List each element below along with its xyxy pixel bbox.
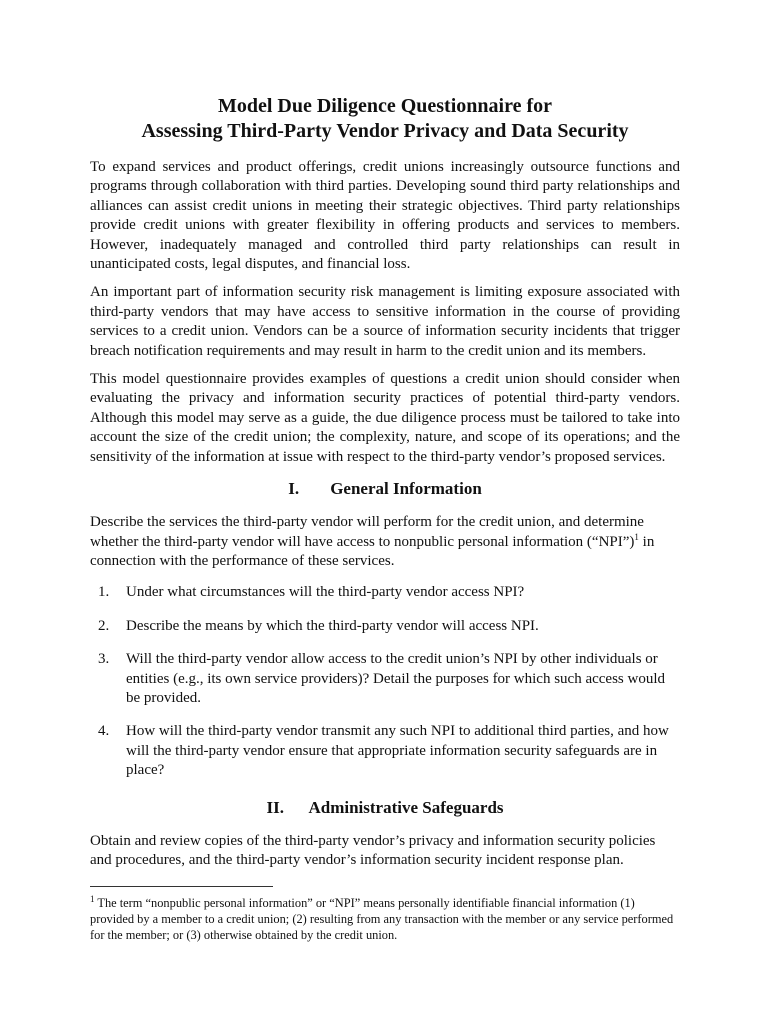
section-1-title: General Information: [330, 479, 482, 499]
question-number: 4.: [98, 723, 110, 740]
section-1-intro: [90, 513, 680, 571]
title-line-2: Assessing Third-Party Vendor Privacy and Data Security: [141, 120, 629, 142]
question-number: 1.: [98, 584, 110, 601]
footnote-divider: [90, 886, 273, 887]
section-1-intro-text-end: in connection with the performance of these services.: [90, 533, 655, 569]
section-2-heading: [90, 797, 680, 819]
section-1-intro-text: Describe the services the third-party vendor will perform for the credit union, and determine whether the third-party vendor will have access to nonpublic personal information (“NPI”): [90, 514, 644, 550]
question-list: [98, 583, 670, 780]
document-title: [90, 94, 680, 144]
footnote-text: The term “nonpublic personal information” or “NPI” means personally identifiable financial information (1) provided by a member to a credit union; (2) resulting from any transaction with the member or any service performed for the member; or (3) otherwise obtained by the credit union.: [90, 896, 674, 943]
question-number: 3.: [98, 651, 110, 668]
question-item: [98, 617, 670, 636]
section-2-title: Administrative Safeguards: [308, 797, 504, 817]
section-2-number: II.: [266, 797, 284, 817]
footnote-reference[interactable]: 1: [634, 531, 639, 542]
footnote: [90, 895, 680, 943]
title-line-1: Model Due Diligence Questionnaire for: [217, 95, 553, 117]
footnote-mark: 1: [90, 894, 95, 905]
question-text: Describe the means by which the third-party vendor will access NPI.: [126, 617, 539, 634]
section-1-number: I.: [288, 479, 300, 499]
question-text: Will the third-party vendor allow access to the credit union’s NPI by other individuals or entities (e.g., its own service providers)? Detail the purposes for which such access would be provided.: [126, 651, 666, 706]
question-item: [98, 650, 670, 708]
intro-paragraph-3: This model questionnaire provides examples of questions a credit union should consider when evaluating the privacy and information security practices of potential third-party vendors. Although this model may serve as a guide, the due diligence process must be tailored to take into account the size of the credit union; the complexity, nature, and scope of its operations; and the sensitivity of the information at issue with respect to the third-party vendor’s proposed services.: [90, 371, 680, 465]
question-number: 2.: [98, 617, 110, 634]
intro-paragraph-1: To expand services and product offerings, credit unions increasingly outsource functions and programs through collaboration with third parties. Developing sound third party relationships and alliances can assist credit unions in meeting their strategic objectives. Third party relationships provide credit unions with greater flexibility in offering products and services to members. However, inadequately managed and controlled third party relationships can result in unanticipated costs, legal disputes, and financial loss.: [90, 159, 680, 273]
section-1-heading: [90, 478, 680, 500]
section-2-intro: Obtain and review copies of the third-party vendor’s privacy and information security policies and procedures, and the third-party vendor’s information security incident response plan.: [90, 832, 656, 868]
question-text: How will the third-party vendor transmit any such NPI to additional third parties, and how will the third-party vendor ensure that appropriate information security safeguards are in place?: [126, 723, 669, 779]
question-item: [98, 583, 670, 602]
question-item: [98, 722, 670, 780]
intro-paragraph-2: An important part of information security risk management is limiting exposure associated with third-party vendors that may have access to sensitive information in the course of providing services to a credit union. Vendors can be a source of information security incidents that trigger breach notification requirements and may result in harm to the credit union and its members.: [90, 284, 680, 359]
question-text: Under what circumstances will the third-party vendor access NPI?: [126, 584, 525, 601]
